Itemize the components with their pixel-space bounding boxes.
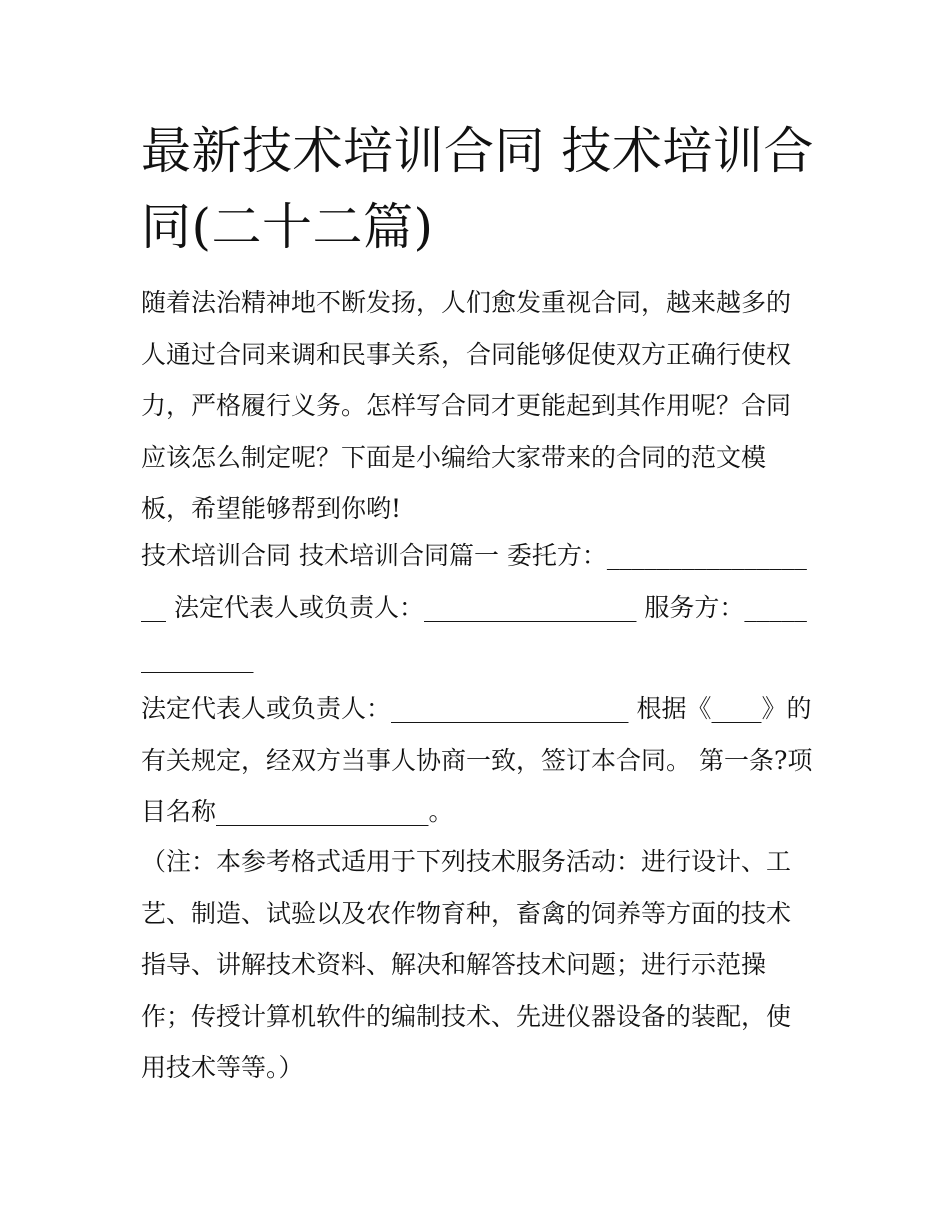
legal-basis-paragraph: 法定代表人或负责人：___________________ 根据《____》的有关规定，经双方当事人协商一致，签订本合同。 第一条?项目名称_________________。 bbox=[141, 694, 813, 826]
parties-paragraph: 技术培训合同 技术培训合同篇一 委托方：__________________ 法定代表人或负责人：_________________ 服务方：______________ bbox=[141, 541, 807, 673]
document-title: 最新技术培训合同 技术培训合同(二十二篇) bbox=[141, 122, 814, 256]
note-paragraph: （注：本参考格式适用于下列技术服务活动：进行设计、工艺、制造、试验以及农作物育种，畜禽的饲养等方面的技术指导、讲解技术资料、解决和解答技术问题；进行示范操作；传授计算机软件的编制技术、先进仪器设备的装配，使用技术等等。） bbox=[141, 847, 792, 1082]
intro-paragraph: 随着法治精神地不断发扬，人们愈发重视合同，越来越多的人通过合同来调和民事关系，合同能够促使双方正确行使权力，严格履行义务。怎样写合同才更能起到其作用呢？合同应该怎么制定呢？下面是小编给大家带来的合同的范文模板，希望能够帮到你哟! bbox=[141, 288, 792, 523]
